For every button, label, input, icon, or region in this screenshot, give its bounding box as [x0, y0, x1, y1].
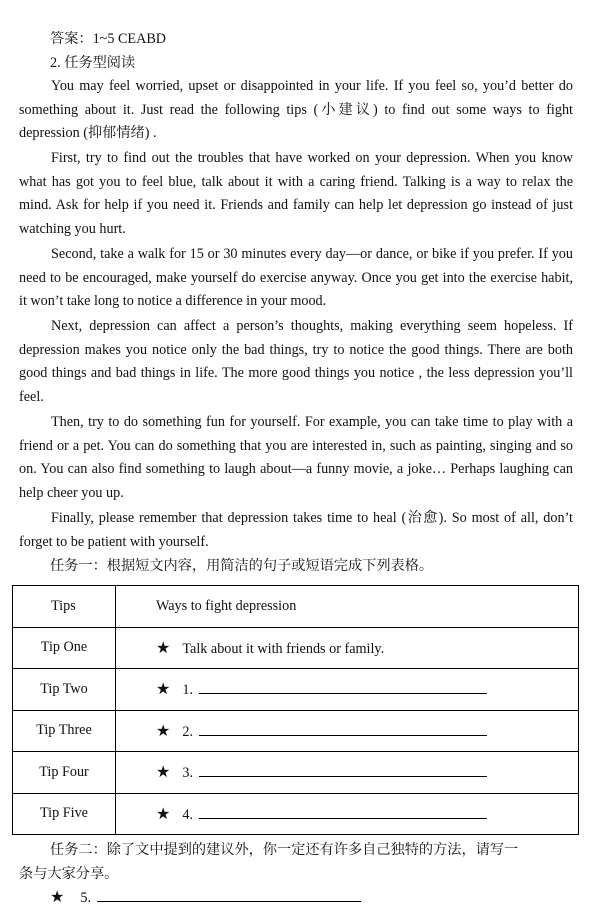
- answer-blank-5[interactable]: [97, 887, 361, 902]
- blank-number: 5.: [80, 890, 91, 906]
- table-row: [13, 669, 579, 711]
- table-row: [13, 752, 579, 794]
- paragraph-6-text: Finally, please remember that depression takes time to heal (治愈). So most of all, don’t forget to be patient with yourself.: [19, 510, 573, 550]
- tip-label: Tip One: [13, 627, 116, 669]
- answer-blank-2[interactable]: [199, 721, 487, 736]
- blank-number: 2.: [182, 723, 193, 740]
- tip-answer: [116, 627, 579, 669]
- tip-answer: [116, 793, 579, 835]
- paragraph-4-text: Next, depression can affect a person’s thoughts, making everything seem hopeless. If depression makes you notice only the bad things, try to notice the good things. There are both good things and bad things in life. The more good things you notice , the less depression you’ll feel.: [19, 318, 573, 406]
- blank-number: 1.: [182, 682, 193, 699]
- black-star-icon: ★: [156, 805, 171, 823]
- paragraph-1-text: You may feel worried, upset or disappointed in your life. If you feel so, you’d better do something about it. Just read the following tips (小建议) to find out some ways to fight depression (抑郁情绪) .: [19, 78, 573, 142]
- task1-instruction: 任务一：根据短文内容，用简洁的句子或短语完成下列表格。: [50, 558, 434, 574]
- tip-answer: [116, 710, 579, 752]
- blank-number: 3.: [182, 765, 193, 782]
- task-table: [12, 585, 579, 835]
- table-row: [13, 793, 579, 835]
- table-header-row: [13, 586, 579, 628]
- blank-number: 4.: [182, 806, 193, 823]
- tip-label: Tip Two: [13, 669, 116, 711]
- task2-instruction-line2: 条与大家分享。: [19, 866, 119, 882]
- answer-blank-4[interactable]: [199, 804, 487, 819]
- answer-blank-3[interactable]: [199, 762, 487, 777]
- section-title: 2. 任务型阅读: [50, 55, 136, 71]
- tip-label: Tip Five: [13, 793, 116, 835]
- answer-blank-1[interactable]: [199, 679, 487, 694]
- black-star-icon: ★: [50, 889, 65, 906]
- paragraph-1: [19, 75, 573, 146]
- paragraph-6: [19, 507, 573, 554]
- black-star-icon: ★: [156, 681, 171, 699]
- paragraph-2-text: First, try to find out the troubles that have worked on your depression. When you know what has got you to feel blue, talk about it with a caring friend. Talking is a way to relax the mind. Ask for help if you need it. Friends and family can help let depression go instead of just watching you hurt.: [19, 150, 573, 238]
- black-star-icon: ★: [156, 639, 171, 657]
- header-tips: Tips: [13, 586, 116, 628]
- paragraph-4: [19, 315, 573, 410]
- tip-answer-text: Talk about it with friends or family.: [182, 640, 385, 657]
- tip-label: Tip Four: [13, 752, 116, 794]
- black-star-icon: ★: [156, 764, 171, 782]
- tip-label: Tip Three: [13, 710, 116, 752]
- answer-line: 答案：1~5 CEABD: [50, 31, 167, 47]
- tip-answer: [116, 752, 579, 794]
- table-row: [13, 710, 579, 752]
- paragraph-3-text: Second, take a walk for 15 or 30 minutes every day—or dance, or bike if you prefer. If you need to be encouraged, make yourself do exercise anyway. Once you get into the exercise habit, it won’t take long to notice a difference in your mood.: [19, 246, 573, 310]
- header-ways: Ways to fight depression: [116, 586, 579, 628]
- black-star-icon: ★: [156, 722, 171, 740]
- paragraph-5: [19, 411, 573, 506]
- table-row: [13, 627, 579, 669]
- task2-instruction-line1: 任务二：除了文中提到的建议外，你一定还有许多自己独特的方法，请写一: [50, 842, 519, 858]
- paragraph-3: [19, 243, 573, 314]
- task2-answer: [50, 886, 361, 910]
- paragraph-5-text: Then, try to do something fun for yourself. For example, you can take time to play with a friend or a pet. You can do something that you are interested in, such as painting, singing and so on. You can also find something to laugh about—a funny movie, a joke… Perhaps laughing can help cheer you up.: [19, 414, 573, 502]
- paragraph-2: [19, 147, 573, 242]
- tip-answer: [116, 669, 579, 711]
